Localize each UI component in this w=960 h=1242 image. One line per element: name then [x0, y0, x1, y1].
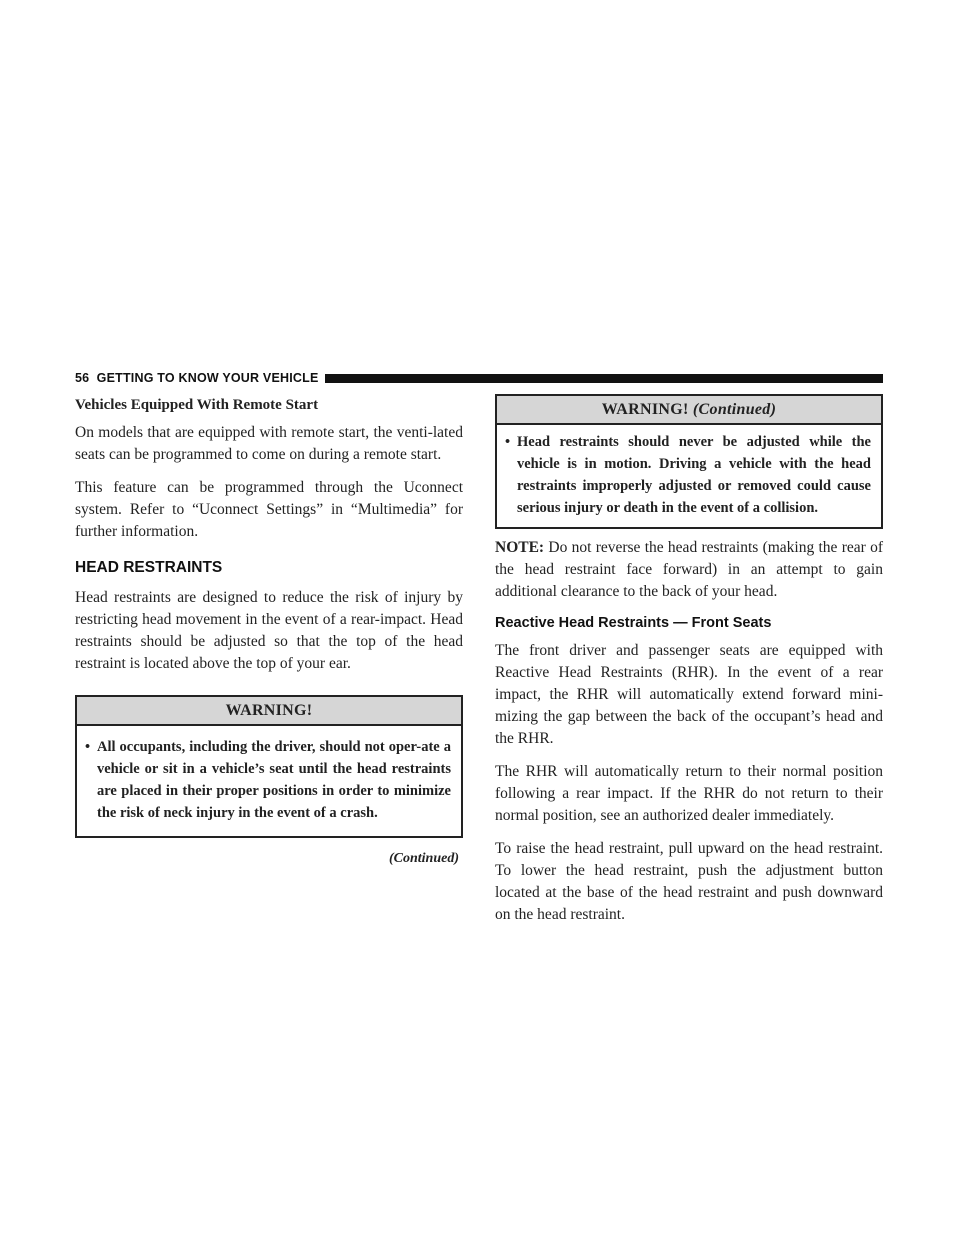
remote-start-paragraph-1: On models that are equipped with remote start, the venti-lated seats can be programmed to come on during a remote start. [75, 424, 463, 463]
reactive-paragraph-3: To raise the head restraint, pull upward on the head restraint. To lower the head restraint, push the adjustment button located at the base of the head restraint and push downward on the head restraint. [495, 840, 883, 923]
head-restraints-heading: HEAD RESTRAINTS [75, 559, 223, 576]
remote-start-heading: Vehicles Equipped With Remote Start [75, 397, 319, 413]
remote-start-paragraph-2: This feature can be programmed through the Uconnect system. Refer to “Uconnect Settings” in “Multimedia” for further information. [75, 479, 463, 540]
page-header [75, 370, 883, 386]
warning-body [77, 726, 461, 836]
head-restraints-paragraph: Head restraints are designed to reduce the risk of injury by restricting head movement in the event of a rear-impact. Head restraints should be adjusted so that the top of the head restraint is located above the top of your ear. [75, 589, 463, 672]
warning-title: WARNING! [77, 697, 461, 726]
note-paragraph [495, 537, 883, 603]
page-number: 56 [75, 371, 90, 385]
bullet-icon: • [85, 739, 91, 755]
warning-bullet [85, 736, 451, 824]
warning-box [75, 695, 463, 838]
reactive-paragraph-1: The front driver and passenger seats are equipped with Reactive Head Restraints (RHR). In the event of a rear impact, the RHR will automatically extend forward mini-mizing the gap between the back of the occupant’s head and the RHR. [495, 642, 883, 747]
warning-bullet-continued [505, 431, 871, 519]
section-title: GETTING TO KNOW YOUR VEHICLE [96, 371, 319, 385]
header-rule [325, 374, 884, 383]
warning-bullet-continued-text: Head restraints should never be adjusted while the vehicle is in motion. Driving a vehicle with the head restraints improperly adjusted or removed could cause serious injury or death in the event of a collision. [517, 434, 871, 516]
note-label: NOTE: [495, 539, 545, 556]
reactive-paragraph-2: The RHR will automatically return to their normal position following a rear impact. If the RHR do not return to their normal position, see an authorized dealer immediately. [495, 763, 883, 824]
warning-body-continued [497, 425, 881, 527]
warning-box-continued [495, 394, 883, 529]
page-header-text [75, 371, 325, 385]
left-column [75, 394, 463, 867]
warning-title-text: WARNING! [601, 401, 689, 418]
warning-continued-text: (Continued) [692, 401, 777, 418]
warning-bullet-text: All occupants, including the driver, should not oper-ate a vehicle or sit in a vehicle’s seat until the head restraints are placed in their proper positions in order to minimize the risk of neck injury in the event of a crash. [97, 739, 451, 821]
bullet-icon: • [505, 434, 511, 450]
reactive-heading: Reactive Head Restraints — Front Seats [495, 615, 772, 631]
right-column [495, 394, 883, 937]
warning-title-continued [497, 396, 881, 425]
note-text: Do not reverse the head restraints (making the rear of the head restraint face forward) in an attempt to gain additional clearance to the back of your head. [495, 539, 883, 600]
continued-label: (Continued) [388, 851, 459, 866]
